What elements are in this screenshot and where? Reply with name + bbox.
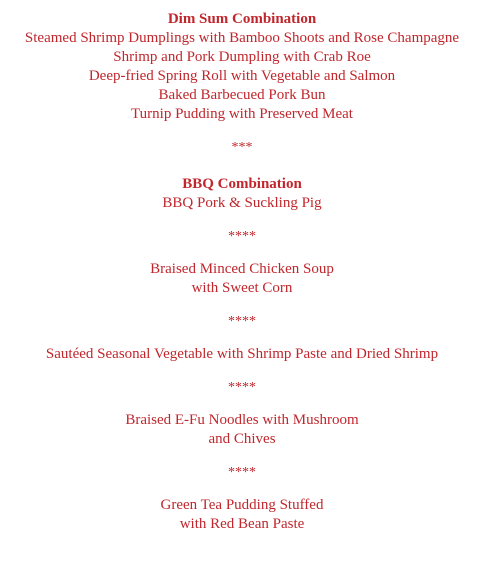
bbq-section bbox=[0, 175, 484, 213]
dim-sum-section bbox=[0, 10, 484, 124]
dim-sum-title: Dim Sum Combination bbox=[167, 11, 317, 27]
dessert-section bbox=[0, 496, 484, 534]
bbq-title: BBQ Combination bbox=[182, 176, 302, 192]
dim-sum-item: Deep-fried Spring Roll with Vegetable and Salmon bbox=[88, 68, 396, 84]
soup-line: with Sweet Corn bbox=[191, 280, 293, 296]
dessert-line: Green Tea Pudding Stuffed bbox=[160, 497, 324, 513]
noodles-section bbox=[0, 411, 484, 449]
soup-line: Braised Minced Chicken Soup bbox=[150, 261, 334, 277]
dim-sum-item: Steamed Shrimp Dumplings with Bamboo Shoots and Rose Champagne bbox=[24, 30, 460, 46]
dim-sum-item: Turnip Pudding with Preserved Meat bbox=[131, 106, 353, 122]
course-separator: *** bbox=[231, 140, 253, 155]
vegetable-line: Sautéed Seasonal Vegetable with Shrimp Paste and Dried Shrimp bbox=[45, 346, 439, 362]
noodles-line: and Chives bbox=[208, 431, 276, 447]
course-separator: **** bbox=[228, 229, 256, 244]
bbq-item: BBQ Pork & Suckling Pig bbox=[162, 195, 322, 211]
dim-sum-item: Shrimp and Pork Dumpling with Crab Roe bbox=[113, 49, 371, 65]
course-separator: **** bbox=[228, 314, 256, 329]
vegetable-section bbox=[0, 345, 484, 364]
course-separator: **** bbox=[228, 465, 256, 480]
noodles-line: Braised E-Fu Noodles with Mushroom bbox=[125, 412, 359, 428]
course-separator: **** bbox=[228, 380, 256, 395]
dessert-line: with Red Bean Paste bbox=[179, 516, 305, 532]
soup-section bbox=[0, 260, 484, 298]
menu bbox=[0, 10, 484, 534]
dim-sum-item: Baked Barbecued Pork Bun bbox=[158, 87, 326, 103]
